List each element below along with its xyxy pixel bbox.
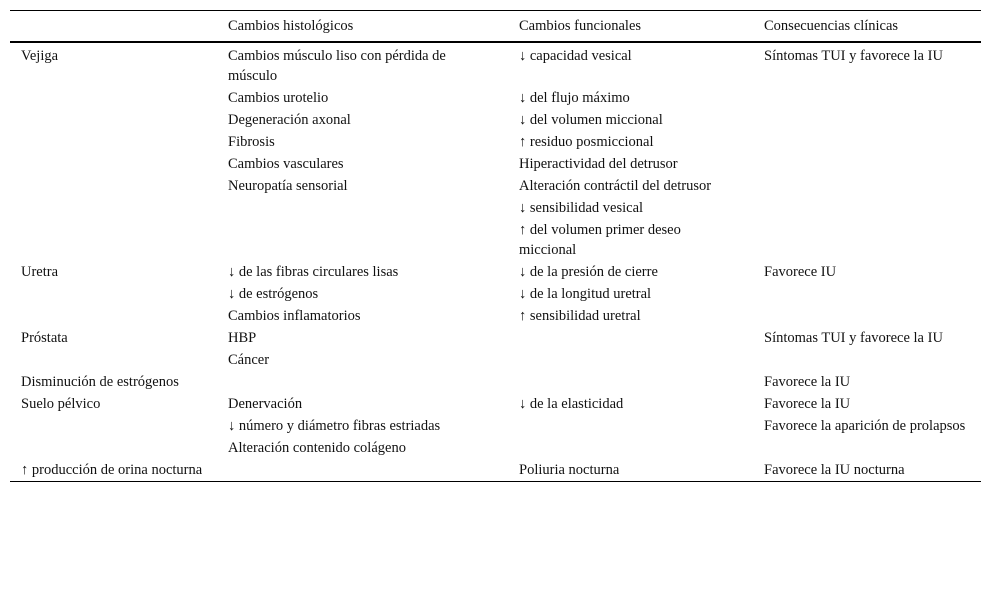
cell-clinical: Favorece la IU	[764, 374, 851, 390]
cell-functional: ↑ del volumen primer deseo miccional	[519, 222, 681, 258]
cell-structure: ↑ producción de orina nocturna	[21, 462, 203, 478]
cell-functional	[508, 415, 753, 437]
cell-functional	[508, 349, 753, 371]
cell-functional: Alteración contráctil del detrusor	[519, 178, 712, 194]
table-body	[10, 42, 981, 482]
cell-clinical: Favorece la IU	[764, 396, 851, 412]
cell-histologic: ↓ de estrógenos	[228, 286, 319, 302]
cell-clinical	[753, 437, 981, 459]
cell-histologic: Neuropatía sensorial	[228, 178, 348, 194]
table-row	[10, 371, 981, 393]
table-row	[10, 219, 981, 261]
table-row	[10, 437, 981, 459]
table-row	[10, 415, 981, 437]
cell-functional: ↓ de la presión de cierre	[519, 264, 658, 280]
cell-structure	[10, 131, 217, 153]
cell-clinical	[753, 153, 981, 175]
cell-structure	[10, 349, 217, 371]
header-cell-clinical: Consecuencias clínicas	[764, 17, 899, 34]
cell-histologic: Degeneración axonal	[228, 112, 351, 128]
cell-structure	[10, 219, 217, 261]
cell-functional: ↓ del flujo máximo	[519, 90, 630, 106]
cell-structure	[10, 87, 217, 109]
cell-structure	[10, 175, 217, 197]
table-row	[10, 327, 981, 349]
cell-clinical: Síntomas TUI y favorece la IU	[764, 48, 943, 64]
cell-histologic: Cambios inflamatorios	[228, 308, 361, 324]
cell-functional: Hiperactividad del detrusor	[519, 156, 678, 172]
header-cell-functional: Cambios funcionales	[519, 17, 642, 34]
cell-histologic	[217, 371, 508, 393]
cell-structure	[10, 283, 217, 305]
table-header	[10, 11, 981, 43]
cell-structure: Uretra	[21, 264, 59, 280]
cell-functional	[508, 371, 753, 393]
cell-clinical: Favorece IU	[764, 264, 837, 280]
table-row	[10, 153, 981, 175]
cell-functional: ↓ sensibilidad vesical	[519, 200, 644, 216]
header-cell-blank	[10, 11, 217, 43]
cell-histologic	[217, 459, 508, 482]
cell-histologic: ↓ número y diámetro fibras estriadas	[228, 418, 441, 434]
cell-histologic: Denervación	[228, 396, 303, 412]
cell-clinical	[753, 87, 981, 109]
cell-functional: Poliuria nocturna	[519, 462, 620, 478]
table-row	[10, 459, 981, 482]
cell-clinical	[753, 305, 981, 327]
cell-functional: ↑ residuo posmiccional	[519, 134, 654, 150]
cell-histologic: Alteración contenido colágeno	[228, 440, 406, 456]
table-row	[10, 87, 981, 109]
cell-structure: Próstata	[21, 330, 68, 346]
cell-clinical: Favorece la IU nocturna	[764, 462, 905, 478]
cell-structure: Suelo pélvico	[21, 396, 101, 412]
cell-structure	[10, 415, 217, 437]
table-row	[10, 305, 981, 327]
table-row	[10, 283, 981, 305]
table-row	[10, 393, 981, 415]
cell-clinical: Favorece la aparición de prolapsos	[764, 418, 966, 434]
cell-structure	[10, 437, 217, 459]
cell-structure: Disminución de estrógenos	[21, 374, 179, 390]
cell-clinical: Síntomas TUI y favorece la IU	[764, 330, 943, 346]
table-row	[10, 349, 981, 371]
data-table	[10, 10, 981, 482]
table-row	[10, 261, 981, 283]
cell-histologic: Cambios vasculares	[228, 156, 344, 172]
cell-structure	[10, 153, 217, 175]
table-row	[10, 42, 981, 87]
cell-histologic: Cambios urotelio	[228, 90, 329, 106]
cell-clinical	[753, 131, 981, 153]
table-row	[10, 197, 981, 219]
cell-histologic	[217, 197, 508, 219]
cell-structure: Vejiga	[21, 48, 59, 64]
cell-structure	[10, 305, 217, 327]
table-row	[10, 175, 981, 197]
table-row	[10, 131, 981, 153]
cell-functional: ↓ de la longitud uretral	[519, 286, 652, 302]
cell-histologic	[217, 219, 508, 261]
cell-clinical	[753, 219, 981, 261]
cell-functional: ↑ sensibilidad uretral	[519, 308, 641, 324]
header-cell-histologic: Cambios histológicos	[228, 17, 354, 34]
cell-histologic: ↓ de las fibras circulares lisas	[228, 264, 399, 280]
cell-functional: ↓ del volumen miccional	[519, 112, 663, 128]
cell-clinical	[753, 175, 981, 197]
cell-structure	[10, 197, 217, 219]
table-row	[10, 109, 981, 131]
cell-clinical	[753, 349, 981, 371]
cell-histologic: Fibrosis	[228, 134, 275, 150]
cell-clinical	[753, 283, 981, 305]
cell-clinical	[753, 109, 981, 131]
cell-functional	[508, 327, 753, 349]
cell-functional: ↓ capacidad vesical	[519, 48, 632, 64]
header-row	[10, 11, 981, 43]
cell-structure	[10, 109, 217, 131]
cell-histologic: Cáncer	[228, 352, 270, 368]
cell-functional: ↓ de la elasticidad	[519, 396, 624, 412]
cell-histologic: Cambios músculo liso con pérdida de músculo	[228, 48, 446, 84]
cell-clinical	[753, 197, 981, 219]
cell-functional	[508, 437, 753, 459]
cell-histologic: HBP	[228, 330, 257, 346]
